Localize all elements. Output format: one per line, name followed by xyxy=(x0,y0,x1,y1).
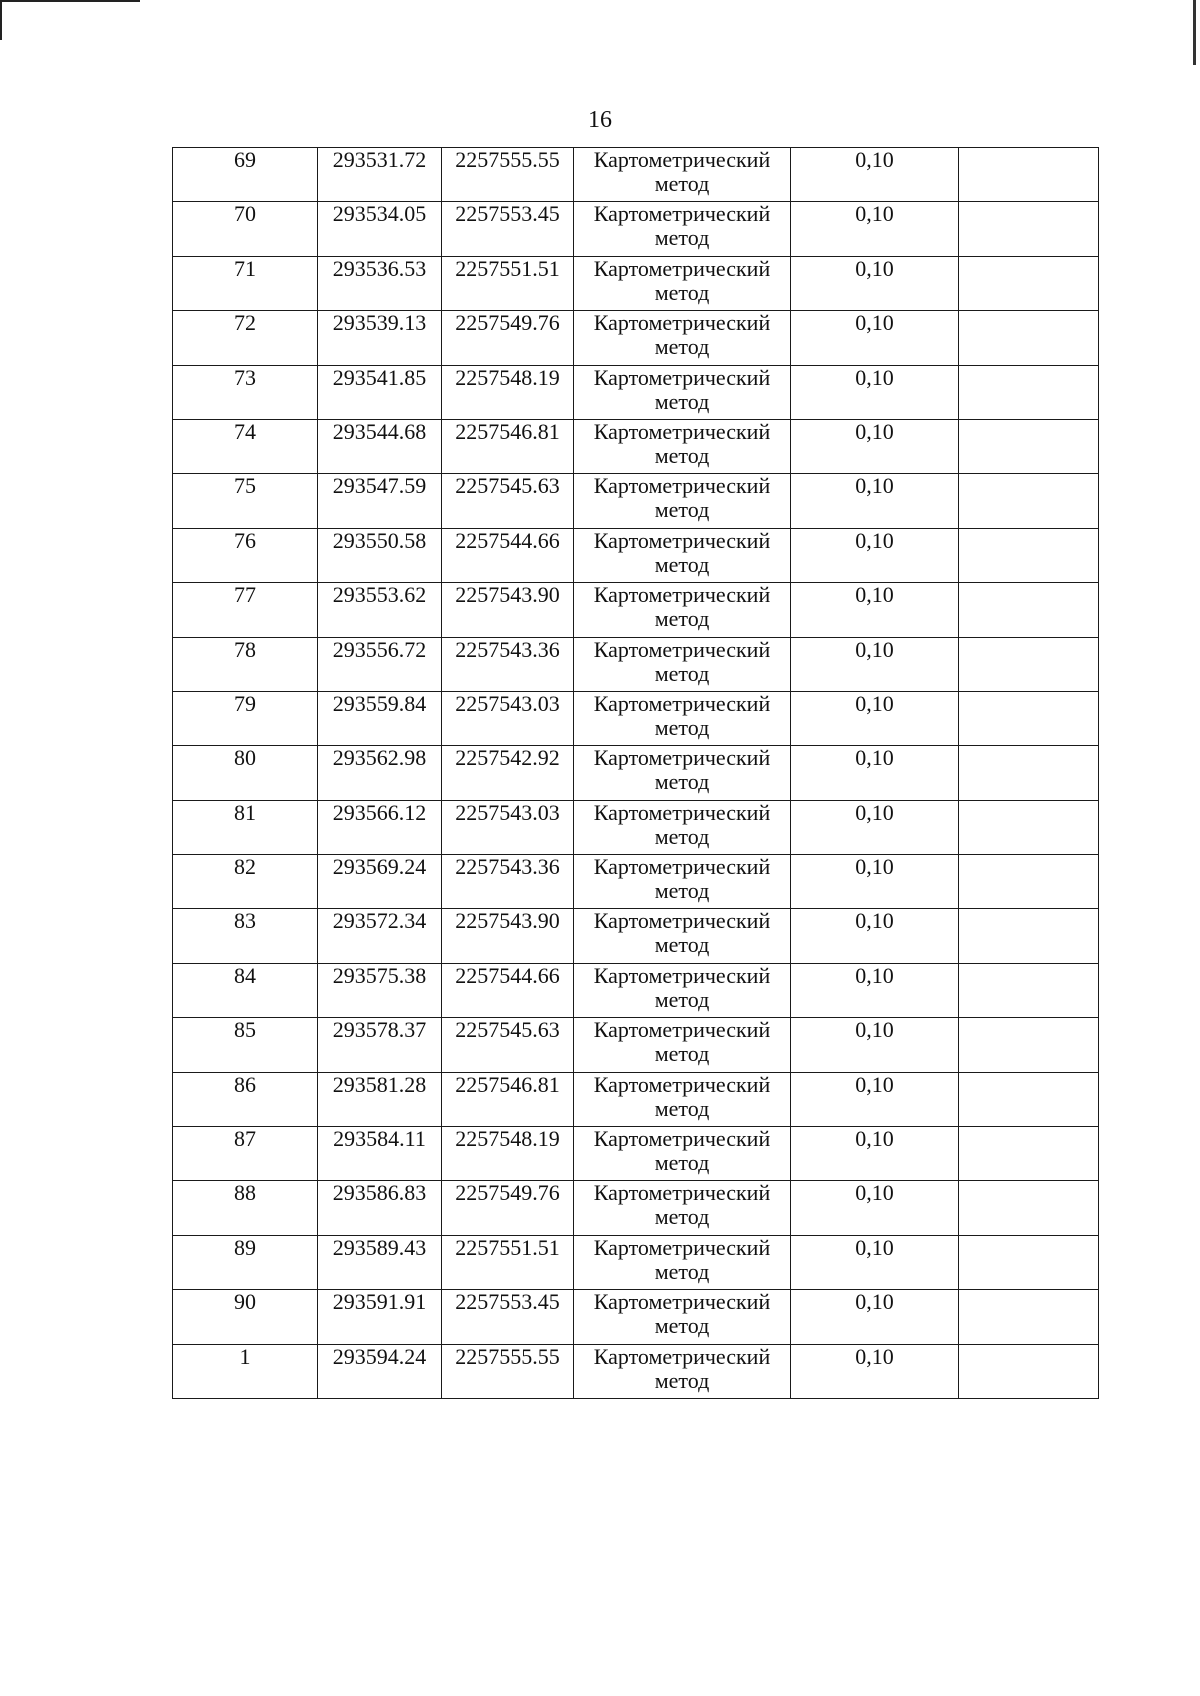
method-line-2: метод xyxy=(654,1258,710,1284)
note-cell xyxy=(959,1290,1099,1344)
method-cell xyxy=(574,637,791,691)
x-coordinate-cell: 293547.59 xyxy=(318,474,442,528)
table-row xyxy=(173,909,1099,963)
method-cell xyxy=(574,311,791,365)
point-number-cell: 79 xyxy=(173,691,318,745)
table-row xyxy=(173,311,1099,365)
method-line-1: Картометрический xyxy=(593,908,771,934)
method-line-2: метод xyxy=(654,1095,710,1121)
y-coordinate-cell: 2257551.51 xyxy=(442,1235,574,1289)
note-cell xyxy=(959,148,1099,202)
note-cell xyxy=(959,202,1099,256)
accuracy-cell: 0,10 xyxy=(791,202,959,256)
note-cell xyxy=(959,419,1099,473)
x-coordinate-cell: 293594.24 xyxy=(318,1344,442,1398)
note-cell xyxy=(959,637,1099,691)
y-coordinate-cell: 2257555.55 xyxy=(442,148,574,202)
point-number-cell: 78 xyxy=(173,637,318,691)
x-coordinate-cell: 293578.37 xyxy=(318,1018,442,1072)
x-coordinate-cell: 293589.43 xyxy=(318,1235,442,1289)
note-cell xyxy=(959,746,1099,800)
method-cell xyxy=(574,1290,791,1344)
table-row xyxy=(173,1344,1099,1398)
method-line-1: Картометрический xyxy=(593,962,771,988)
point-number-cell: 74 xyxy=(173,419,318,473)
table-row xyxy=(173,148,1099,202)
point-number-cell: 81 xyxy=(173,800,318,854)
y-coordinate-cell: 2257543.36 xyxy=(442,637,574,691)
y-coordinate-cell: 2257545.63 xyxy=(442,474,574,528)
method-line-1: Картометрический xyxy=(593,310,771,336)
x-coordinate-cell: 293534.05 xyxy=(318,202,442,256)
y-coordinate-cell: 2257553.45 xyxy=(442,202,574,256)
method-line-2: метод xyxy=(654,1041,710,1067)
method-line-2: метод xyxy=(654,660,710,686)
y-coordinate-cell: 2257543.03 xyxy=(442,691,574,745)
note-cell xyxy=(959,691,1099,745)
page-number: 16 xyxy=(588,107,612,133)
table-row xyxy=(173,1127,1099,1181)
table-row xyxy=(173,1290,1099,1344)
accuracy-cell: 0,10 xyxy=(791,1290,959,1344)
accuracy-cell: 0,10 xyxy=(791,963,959,1017)
point-number-cell: 1 xyxy=(173,1344,318,1398)
table-row xyxy=(173,1018,1099,1072)
method-line-1: Картометрический xyxy=(593,418,771,444)
table-row xyxy=(173,691,1099,745)
accuracy-cell: 0,10 xyxy=(791,419,959,473)
y-coordinate-cell: 2257551.51 xyxy=(442,256,574,310)
method-cell xyxy=(574,1072,791,1126)
method-cell xyxy=(574,583,791,637)
note-cell xyxy=(959,1018,1099,1072)
x-coordinate-cell: 293586.83 xyxy=(318,1181,442,1235)
accuracy-cell: 0,10 xyxy=(791,1344,959,1398)
table-row xyxy=(173,583,1099,637)
method-line-1: Картометрический xyxy=(593,201,771,227)
table-row xyxy=(173,1072,1099,1126)
y-coordinate-cell: 2257545.63 xyxy=(442,1018,574,1072)
x-coordinate-cell: 293553.62 xyxy=(318,583,442,637)
point-number-cell: 75 xyxy=(173,474,318,528)
point-number-cell: 70 xyxy=(173,202,318,256)
accuracy-cell: 0,10 xyxy=(791,365,959,419)
accuracy-cell: 0,10 xyxy=(791,583,959,637)
accuracy-cell: 0,10 xyxy=(791,691,959,745)
method-line-2: метод xyxy=(654,714,710,740)
y-coordinate-cell: 2257549.76 xyxy=(442,1181,574,1235)
y-coordinate-cell: 2257555.55 xyxy=(442,1344,574,1398)
method-line-2: метод xyxy=(654,551,710,577)
point-number-cell: 88 xyxy=(173,1181,318,1235)
note-cell xyxy=(959,256,1099,310)
x-coordinate-cell: 293531.72 xyxy=(318,148,442,202)
table-row xyxy=(173,963,1099,1017)
accuracy-cell: 0,10 xyxy=(791,474,959,528)
y-coordinate-cell: 2257543.90 xyxy=(442,909,574,963)
x-coordinate-cell: 293581.28 xyxy=(318,1072,442,1126)
method-line-1: Картометрический xyxy=(593,147,771,172)
x-coordinate-cell: 293584.11 xyxy=(318,1127,442,1181)
y-coordinate-cell: 2257548.19 xyxy=(442,365,574,419)
accuracy-cell: 0,10 xyxy=(791,855,959,909)
method-line-2: метод xyxy=(654,769,710,795)
point-number-cell: 89 xyxy=(173,1235,318,1289)
method-line-1: Картометрический xyxy=(593,582,771,608)
accuracy-cell: 0,10 xyxy=(791,746,959,800)
method-line-1: Картометрический xyxy=(593,473,771,499)
point-number-cell: 87 xyxy=(173,1127,318,1181)
accuracy-cell: 0,10 xyxy=(791,800,959,854)
accuracy-cell: 0,10 xyxy=(791,311,959,365)
y-coordinate-cell: 2257546.81 xyxy=(442,1072,574,1126)
note-cell xyxy=(959,1235,1099,1289)
method-line-1: Картометрический xyxy=(593,1180,771,1206)
note-cell xyxy=(959,365,1099,419)
note-cell xyxy=(959,528,1099,582)
accuracy-cell: 0,10 xyxy=(791,637,959,691)
table-row xyxy=(173,746,1099,800)
method-cell xyxy=(574,963,791,1017)
method-cell xyxy=(574,202,791,256)
method-line-1: Картометрический xyxy=(593,1289,771,1315)
point-number-cell: 82 xyxy=(173,855,318,909)
method-line-2: метод xyxy=(654,986,710,1012)
y-coordinate-cell: 2257549.76 xyxy=(442,311,574,365)
table-row xyxy=(173,1181,1099,1235)
table-row xyxy=(173,855,1099,909)
method-line-1: Картометрический xyxy=(593,255,771,281)
point-number-cell: 83 xyxy=(173,909,318,963)
x-coordinate-cell: 293544.68 xyxy=(318,419,442,473)
point-number-cell: 76 xyxy=(173,528,318,582)
table-row xyxy=(173,365,1099,419)
method-cell xyxy=(574,1127,791,1181)
y-coordinate-cell: 2257548.19 xyxy=(442,1127,574,1181)
method-line-2: метод xyxy=(654,1313,710,1339)
table-row xyxy=(173,202,1099,256)
accuracy-cell: 0,10 xyxy=(791,1018,959,1072)
accuracy-cell: 0,10 xyxy=(791,1181,959,1235)
x-coordinate-cell: 293591.91 xyxy=(318,1290,442,1344)
y-coordinate-cell: 2257544.66 xyxy=(442,963,574,1017)
method-line-2: метод xyxy=(654,388,710,414)
x-coordinate-cell: 293539.13 xyxy=(318,311,442,365)
point-number-cell: 85 xyxy=(173,1018,318,1072)
point-number-cell: 71 xyxy=(173,256,318,310)
note-cell xyxy=(959,1127,1099,1181)
point-number-cell: 77 xyxy=(173,583,318,637)
accuracy-cell: 0,10 xyxy=(791,148,959,202)
method-line-1: Картометрический xyxy=(593,799,771,825)
point-number-cell: 69 xyxy=(173,148,318,202)
method-line-2: метод xyxy=(654,279,710,305)
note-cell xyxy=(959,800,1099,854)
x-coordinate-cell: 293569.24 xyxy=(318,855,442,909)
x-coordinate-cell: 293562.98 xyxy=(318,746,442,800)
method-line-2: метод xyxy=(654,1150,710,1176)
method-line-1: Картометрический xyxy=(593,636,771,662)
y-coordinate-cell: 2257542.92 xyxy=(442,746,574,800)
scan-edge-artifact xyxy=(0,0,2,40)
method-line-1: Картометрический xyxy=(593,1126,771,1152)
accuracy-cell: 0,10 xyxy=(791,528,959,582)
method-line-1: Картометрический xyxy=(593,1234,771,1260)
method-cell xyxy=(574,256,791,310)
method-line-2: метод xyxy=(654,606,710,632)
y-coordinate-cell: 2257544.66 xyxy=(442,528,574,582)
method-cell xyxy=(574,691,791,745)
table-row xyxy=(173,419,1099,473)
y-coordinate-cell: 2257553.45 xyxy=(442,1290,574,1344)
note-cell xyxy=(959,963,1099,1017)
x-coordinate-cell: 293566.12 xyxy=(318,800,442,854)
accuracy-cell: 0,10 xyxy=(791,909,959,963)
table-row xyxy=(173,528,1099,582)
accuracy-cell: 0,10 xyxy=(791,256,959,310)
y-coordinate-cell: 2257543.03 xyxy=(442,800,574,854)
x-coordinate-cell: 293550.58 xyxy=(318,528,442,582)
accuracy-cell: 0,10 xyxy=(791,1235,959,1289)
method-line-2: метод xyxy=(654,823,710,849)
method-line-1: Картометрический xyxy=(593,1071,771,1097)
table-row xyxy=(173,637,1099,691)
y-coordinate-cell: 2257543.90 xyxy=(442,583,574,637)
x-coordinate-cell: 293536.53 xyxy=(318,256,442,310)
method-cell xyxy=(574,474,791,528)
method-cell xyxy=(574,1181,791,1235)
method-cell xyxy=(574,148,791,202)
point-number-cell: 84 xyxy=(173,963,318,1017)
method-cell xyxy=(574,419,791,473)
table-row xyxy=(173,1235,1099,1289)
method-line-1: Картометрический xyxy=(593,527,771,553)
note-cell xyxy=(959,311,1099,365)
method-cell xyxy=(574,528,791,582)
method-line-2: метод xyxy=(654,334,710,360)
accuracy-cell: 0,10 xyxy=(791,1072,959,1126)
note-cell xyxy=(959,1181,1099,1235)
method-line-2: метод xyxy=(654,878,710,904)
method-line-2: метод xyxy=(654,932,710,958)
method-cell xyxy=(574,909,791,963)
method-line-2: метод xyxy=(654,171,710,196)
x-coordinate-cell: 293556.72 xyxy=(318,637,442,691)
method-line-1: Картометрический xyxy=(593,1343,771,1369)
table-row xyxy=(173,256,1099,310)
note-cell xyxy=(959,474,1099,528)
method-line-1: Картометрический xyxy=(593,854,771,880)
x-coordinate-cell: 293575.38 xyxy=(318,963,442,1017)
method-line-1: Картометрический xyxy=(593,1017,771,1043)
method-line-2: метод xyxy=(654,497,710,523)
coordinates-table xyxy=(172,147,1099,1399)
point-number-cell: 73 xyxy=(173,365,318,419)
accuracy-cell: 0,10 xyxy=(791,1127,959,1181)
method-line-1: Картометрический xyxy=(593,745,771,771)
method-cell xyxy=(574,746,791,800)
method-cell xyxy=(574,1235,791,1289)
table-row xyxy=(173,800,1099,854)
table-row xyxy=(173,474,1099,528)
method-cell xyxy=(574,1344,791,1398)
method-line-2: метод xyxy=(654,1204,710,1230)
note-cell xyxy=(959,909,1099,963)
note-cell xyxy=(959,855,1099,909)
x-coordinate-cell: 293541.85 xyxy=(318,365,442,419)
method-line-2: метод xyxy=(654,442,710,468)
method-line-2: метод xyxy=(654,1367,710,1393)
point-number-cell: 80 xyxy=(173,746,318,800)
scan-edge-artifact xyxy=(0,0,140,2)
point-number-cell: 72 xyxy=(173,311,318,365)
method-line-2: метод xyxy=(654,225,710,251)
y-coordinate-cell: 2257543.36 xyxy=(442,855,574,909)
point-number-cell: 90 xyxy=(173,1290,318,1344)
method-cell xyxy=(574,1018,791,1072)
method-cell xyxy=(574,800,791,854)
y-coordinate-cell: 2257546.81 xyxy=(442,419,574,473)
method-cell xyxy=(574,365,791,419)
coordinates-table-body xyxy=(173,148,1099,1399)
x-coordinate-cell: 293572.34 xyxy=(318,909,442,963)
method-cell xyxy=(574,855,791,909)
scan-edge-artifact xyxy=(1193,0,1196,65)
note-cell xyxy=(959,583,1099,637)
x-coordinate-cell: 293559.84 xyxy=(318,691,442,745)
point-number-cell: 86 xyxy=(173,1072,318,1126)
method-line-1: Картометрический xyxy=(593,364,771,390)
note-cell xyxy=(959,1344,1099,1398)
method-line-1: Картометрический xyxy=(593,690,771,716)
note-cell xyxy=(959,1072,1099,1126)
